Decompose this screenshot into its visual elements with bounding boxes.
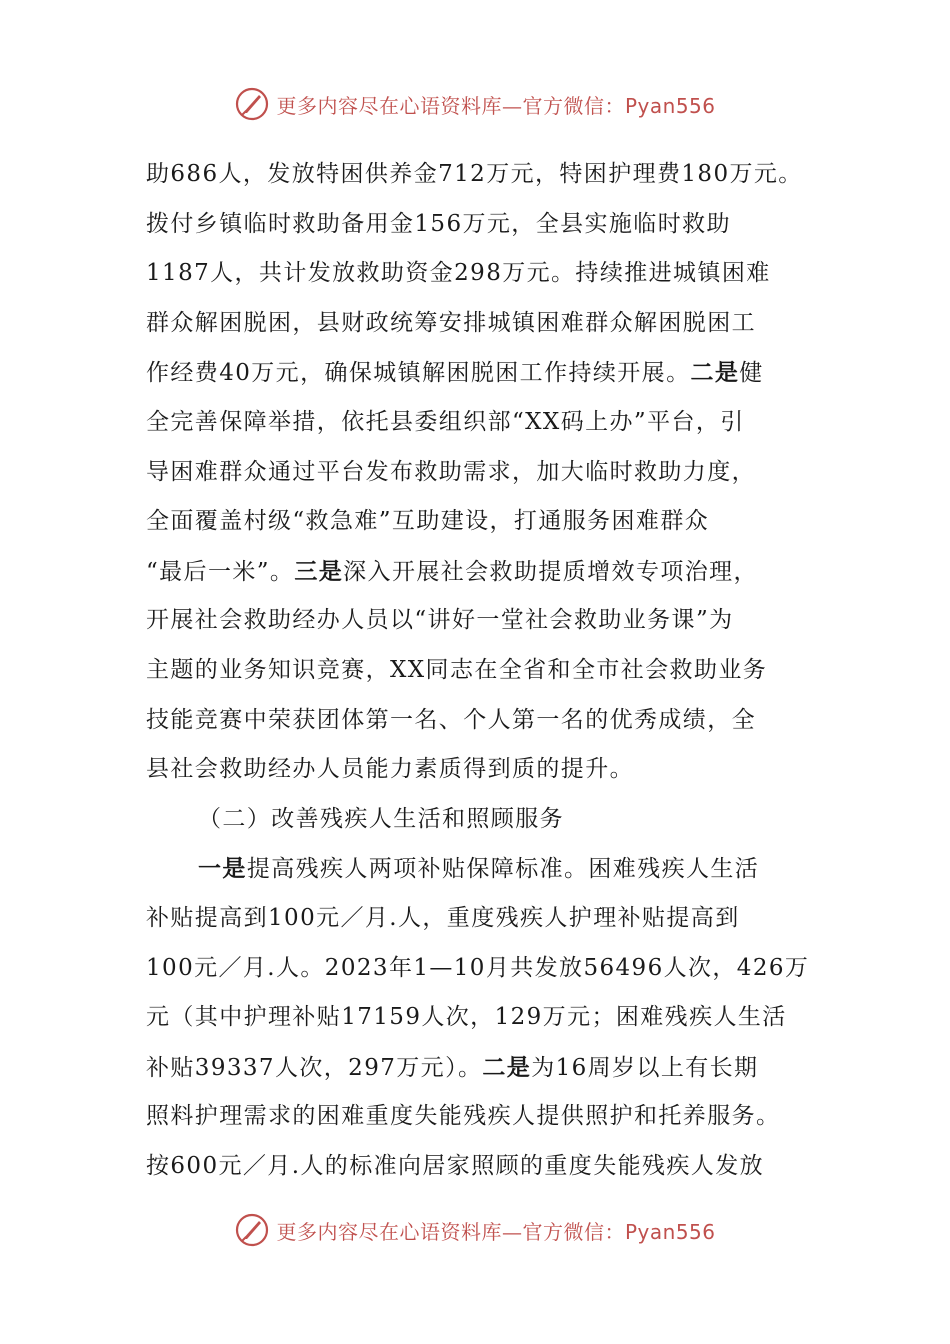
text-segment: 健 xyxy=(739,360,764,387)
text-segment: 助686人，发放特困供养金712万元，特困护理费180万元。 xyxy=(146,161,803,187)
text-line xyxy=(146,448,826,498)
text-segment: 补贴提高到100元／月.人，重度残疾人护理补贴提高到 xyxy=(146,904,740,931)
text-segment: 提高残疾人两项补贴保障标准。困难残疾人生活 xyxy=(246,856,760,883)
text-segment: 开展社会救助经办人员以“讲好一堂社会救助业务课”为 xyxy=(146,607,734,634)
text-line xyxy=(146,944,826,994)
bold-lead: 三是 xyxy=(294,557,344,585)
document-body xyxy=(146,150,826,1191)
text-segment: 为16周岁以上有长期 xyxy=(531,1054,759,1081)
text-line xyxy=(146,795,826,845)
bold-lead: 一是 xyxy=(198,855,247,883)
text-segment: （二）改善残疾人生活和照顾服务 xyxy=(198,805,564,832)
text-segment: 主题的业务知识竞赛，XX同志在全省和全市社会救助业务 xyxy=(146,656,768,683)
text-line xyxy=(146,150,826,200)
bold-lead: 二是 xyxy=(482,1053,532,1081)
text-segment: 全面覆盖村级“救急难”互助建设，打通服务困难群众 xyxy=(146,508,710,535)
text-line xyxy=(146,596,826,646)
watermark-banner-bottom xyxy=(0,1210,950,1250)
text-segment: 县社会救助经办人员能力素质得到质的提升。 xyxy=(146,756,634,783)
text-line xyxy=(146,993,826,1043)
text-line xyxy=(146,1092,826,1142)
text-line xyxy=(146,894,826,944)
text-segment: 按600元／月.人的标准向居家照顾的重度失能残疾人发放 xyxy=(146,1152,765,1179)
text-line xyxy=(146,745,826,795)
text-segment: 作经费40万元，确保城镇解困脱困工作持续开展。 xyxy=(146,360,691,387)
text-segment: 拨付乡镇临时救助备用金156万元，全县实施临时救助 xyxy=(146,210,731,237)
text-segment: 1187人，共计发放救助资金298万元。持续推进城镇困难 xyxy=(146,260,771,287)
text-line xyxy=(146,200,826,250)
text-line xyxy=(146,696,826,746)
watermark-text: 更多内容尽在心语资料库—官方微信：Pyan556 xyxy=(276,93,716,118)
text-segment: 技能竞赛中荣获团体第一名、个人第一名的优秀成绩，全 xyxy=(146,706,756,733)
text-segment: 全完善保障举措，依托县委组织部“XX码上办”平台，引 xyxy=(146,408,745,435)
watermark-banner-top xyxy=(0,84,950,124)
text-line xyxy=(146,249,826,299)
text-line xyxy=(146,398,826,448)
text-line xyxy=(146,348,826,398)
text-segment: 群众解困脱困，县财政统筹安排城镇困难群众解困脱困工 xyxy=(146,309,756,336)
text-segment: 100元／月.人。2023年1—10月共发放56496人次，426万 xyxy=(146,954,810,981)
text-segment: 照料护理需求的困难重度失能残疾人提供照护和托养服务。 xyxy=(146,1103,781,1130)
text-line xyxy=(146,299,826,349)
text-segment: 深入开展社会救助提质增效专项治理， xyxy=(343,558,758,585)
text-segment: 补贴39337人次，297万元）。 xyxy=(146,1054,483,1081)
text-segment: 导困难群众通过平台发布救助需求，加大临时救助力度， xyxy=(146,458,756,485)
text-line xyxy=(146,1142,826,1192)
text-line xyxy=(146,844,826,894)
text-segment: “最后一米”。 xyxy=(146,558,295,585)
quill-logo-icon xyxy=(234,1212,270,1248)
bold-lead: 二是 xyxy=(690,359,740,387)
quill-logo-icon xyxy=(234,86,270,122)
text-segment: 元（其中护理补贴17159人次，129万元；困难残疾人生活 xyxy=(146,1004,787,1031)
watermark-text: 更多内容尽在心语资料库—官方微信：Pyan556 xyxy=(276,1219,716,1244)
text-line xyxy=(146,497,826,547)
text-line xyxy=(146,547,826,597)
text-line xyxy=(146,646,826,696)
text-line xyxy=(146,1043,826,1093)
